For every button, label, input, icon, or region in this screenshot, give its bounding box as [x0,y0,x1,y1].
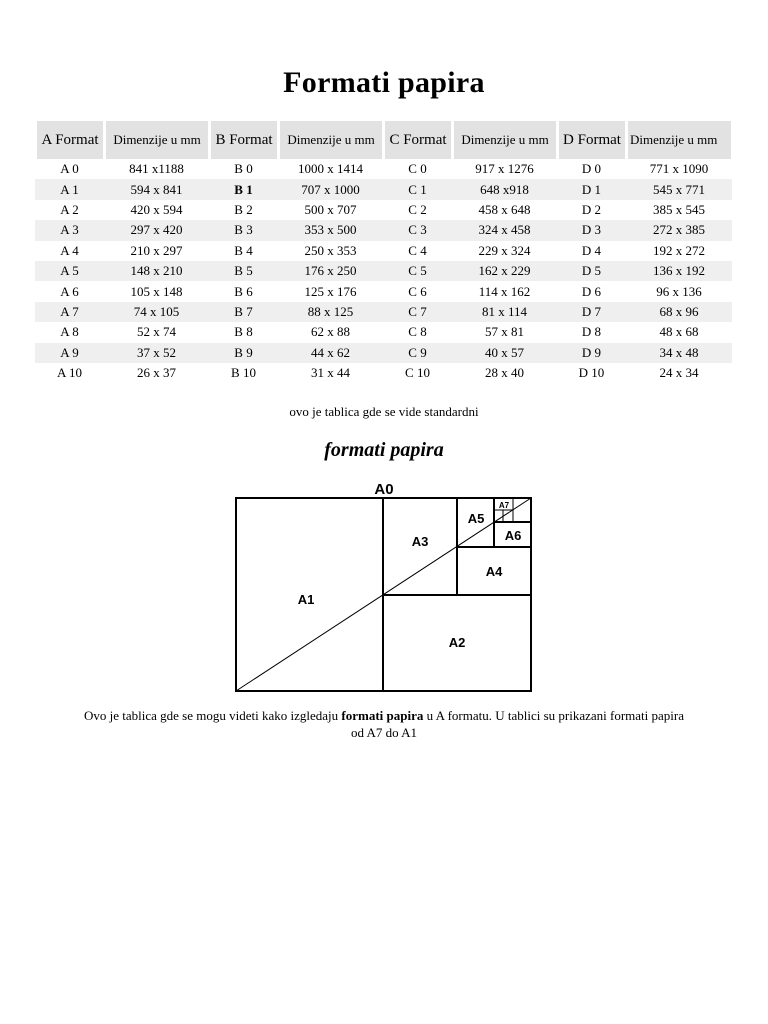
paper-formats-table [35,121,732,383]
label-a3: A3 [411,534,429,549]
table-row [35,241,732,261]
table-row [35,302,732,322]
format-cell: B 0 [234,161,253,177]
dimension-cell: 545 x 771 [626,179,732,199]
dimension-cell: 192 x 272 [653,242,705,258]
header-a-dims: Dimenzije u mm [104,121,209,159]
dimension-cell: 81 x 114 [452,302,557,322]
dimension-cell: 37 x 52 [104,343,209,363]
dimension-cell: 44 x 62 [278,343,383,363]
format-cell: C 5 [383,261,452,281]
label-a7: A7 [498,501,510,510]
dimension-cell: 40 x 57 [452,343,557,363]
format-cell: B 4 [234,242,253,258]
format-cell: D 3 [557,220,626,240]
format-cell: D 8 [581,324,602,340]
label-a1: A1 [297,592,315,607]
dimension-cell: 31 x 44 [311,365,350,381]
page-title: Formati papira [283,66,485,99]
diagram-title: formati papira [324,439,444,461]
format-cell: B 3 [209,220,278,240]
dimension-cell: 52 x 74 [137,324,176,340]
diagram-caption-bold: formati papira [341,708,424,723]
format-cell: C 8 [408,324,427,340]
diagram-caption-text-2: u A formatu. U tablici su prikazani formati papira od A7 do A1 [350,708,685,740]
dimension-cell: 136 x 192 [626,261,732,281]
format-cell: B 10 [231,365,256,381]
format-cell: C 9 [383,343,452,363]
dimension-cell: 707 x 1000 [278,179,383,199]
dimension-cell: 500 x 707 [304,201,357,217]
table-header-row [35,121,732,159]
dimension-cell: 210 x 297 [130,242,183,258]
header-d-dims: Dimenzije u mm [626,121,732,159]
dimension-cell: 917 x 1276 [475,161,534,177]
dimension-cell: 28 x 40 [485,365,524,381]
format-cell: C 6 [408,283,427,299]
table-row [35,322,732,342]
table-row [35,220,732,240]
dimension-cell: 297 x 420 [104,220,209,240]
header-c-format: C Format [383,121,452,159]
dimension-cell: 26 x 37 [137,365,176,381]
dimension-cell: 148 x 210 [104,261,209,281]
dimension-cell: 96 x 136 [656,283,702,299]
format-cell: B 6 [234,283,253,299]
format-cell: C 0 [408,161,427,177]
a-series-diagram [232,478,534,694]
dimension-cell: 162 x 229 [452,261,557,281]
dimension-cell: 105 x 148 [130,283,183,299]
table-row [35,363,732,383]
format-cell: A 2 [60,201,79,217]
format-cell: D 4 [581,242,602,258]
format-cell: B 2 [234,201,253,217]
header-b-format: B Format [209,121,278,159]
format-cell: C 4 [408,242,427,258]
dimension-cell: 841 x1188 [129,161,184,177]
label-a4: A4 [485,564,503,579]
format-cell: B 5 [209,261,278,281]
dimension-cell: 176 x 250 [278,261,383,281]
dimension-cell: 458 x 648 [478,201,531,217]
diagram-caption-text-1: Ovo je tablica gde se mogu videti kako izgledaju [83,708,342,723]
table-row [35,179,732,199]
dimension-cell: 74 x 105 [104,302,209,322]
format-cell: A 7 [35,302,104,322]
dimension-cell: 229 x 324 [478,242,531,258]
label-a2: A2 [448,635,466,650]
dimension-cell: 34 x 48 [626,343,732,363]
dimension-cell: 648 x918 [452,179,557,199]
format-cell: A 3 [35,220,104,240]
format-cell: D 5 [557,261,626,281]
header-b-dims: Dimenzije u mm [278,121,383,159]
format-cell: D 0 [581,161,602,177]
format-cell: A 8 [60,324,79,340]
dimension-cell: 1000 x 1414 [298,161,363,177]
dimension-cell: 125 x 176 [304,283,357,299]
format-cell: C 10 [405,365,430,381]
table-row [35,343,732,363]
format-cell: A 5 [35,261,104,281]
dimension-cell: 24 x 34 [659,365,699,381]
dimension-cell: 62 x 88 [311,324,350,340]
header-a-format: A Format [35,121,104,159]
format-cell: A 6 [60,283,79,299]
format-cell: C 3 [383,220,452,240]
table-row [35,200,732,220]
format-cell: C 2 [408,201,427,217]
dimension-cell: 385 x 545 [653,201,705,217]
format-cell: D 9 [557,343,626,363]
dimension-cell: 771 x 1090 [649,161,709,177]
dimension-cell: 57 x 81 [485,324,524,340]
dimension-cell: 114 x 162 [478,283,531,299]
dimension-cell: 272 x 385 [626,220,732,240]
diagram-caption [80,707,688,741]
table-row [35,261,732,281]
dimension-cell: 420 x 594 [130,201,183,217]
dimension-cell: 353 x 500 [278,220,383,240]
dimension-cell: 324 x 458 [452,220,557,240]
format-cell: D 7 [557,302,626,322]
format-cell: B 8 [234,324,253,340]
table-caption: ovo je tablica gde se vide standardni [289,404,479,419]
format-cell: C 7 [383,302,452,322]
format-cell: A 4 [60,242,79,258]
label-a5: A5 [467,511,485,526]
format-cell: C 1 [383,179,452,199]
header-c-dims: Dimenzije u mm [452,121,557,159]
format-cell: D 6 [581,283,602,299]
format-cell: B 1 [209,179,278,199]
table-body [35,159,732,383]
header-d-format: D Format [557,121,626,159]
format-cell: D 10 [578,365,605,381]
format-cell: A 1 [35,179,104,199]
format-cell: A 10 [57,365,82,381]
label-a0: A0 [374,481,394,498]
dimension-cell: 250 x 353 [304,242,357,258]
format-cell: A 9 [35,343,104,363]
dimension-cell: 88 x 125 [278,302,383,322]
format-cell: D 2 [581,201,602,217]
dimension-cell: 68 x 96 [626,302,732,322]
format-cell: A 0 [60,161,79,177]
format-cell: B 7 [209,302,278,322]
label-a6: A6 [504,528,522,543]
format-cell: B 9 [209,343,278,363]
table-row [35,281,732,301]
dimension-cell: 594 x 841 [104,179,209,199]
table-row [35,159,732,179]
format-cell: D 1 [557,179,626,199]
dimension-cell: 48 x 68 [659,324,699,340]
